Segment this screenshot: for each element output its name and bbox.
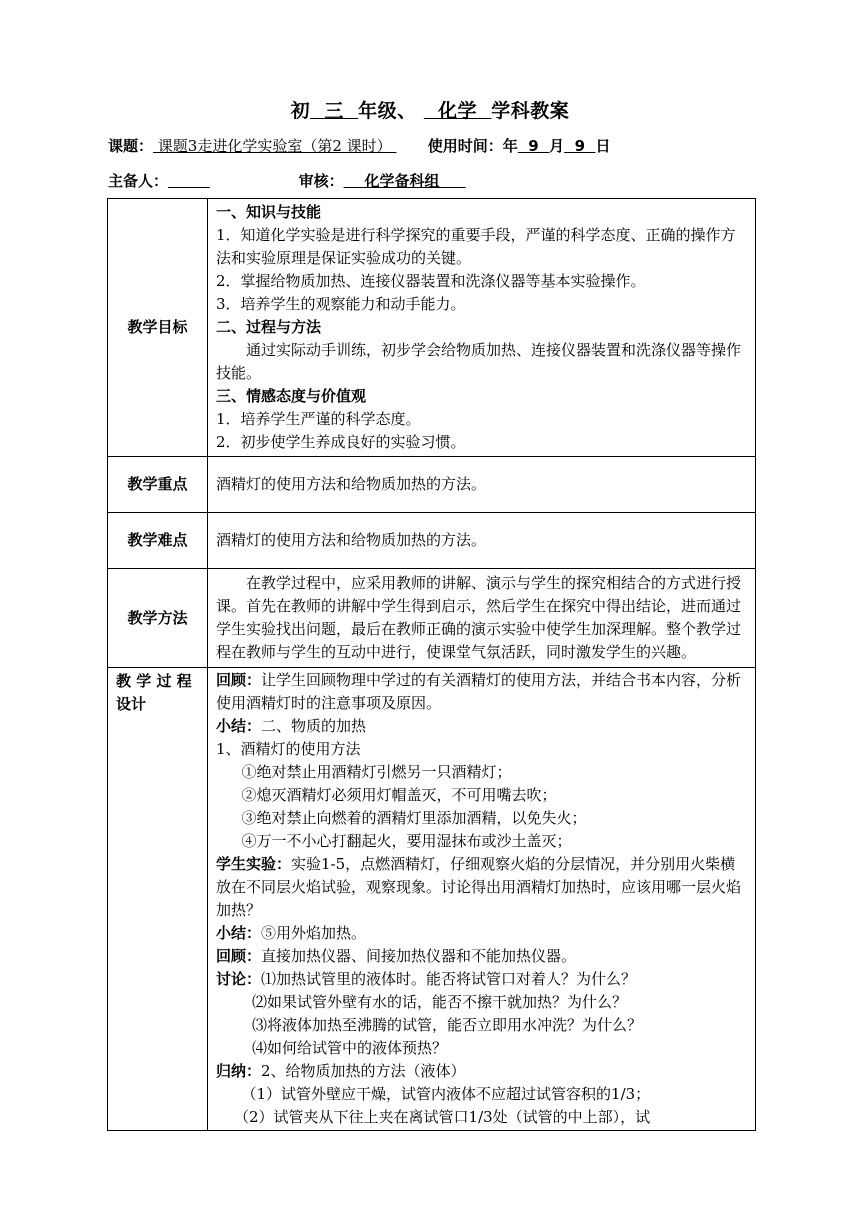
month-value: 9: [528, 137, 539, 155]
conclusion-label: 归纳：: [216, 1062, 262, 1080]
day-label: 日: [595, 137, 611, 155]
row-process: [108, 668, 756, 1131]
discussion-4: ⑷如何给试管中的液体预热？: [252, 1039, 448, 1057]
lamp-rule-2: ②熄灭酒精灯必须用灯帽盖灭，不可用嘴去吹；: [241, 786, 557, 804]
grade-value: 三: [324, 100, 344, 122]
preparer-line: [108, 170, 466, 191]
topic-line: [108, 135, 611, 156]
lamp-rule-1: ①绝对禁止用酒精灯引燃另一只酒精灯；: [241, 763, 512, 781]
day-value: 9: [574, 137, 586, 155]
review-1-label: 回顾：: [216, 671, 262, 689]
goals-heading-1: 一、知识与技能: [216, 203, 322, 221]
title-prefix: 初: [290, 100, 311, 122]
difficulty-label: 教学难点: [108, 513, 208, 569]
review-2-label: 回顾：: [216, 947, 262, 965]
key-content: 酒精灯的使用方法和给物质加热的方法。: [208, 457, 756, 513]
lamp-rule-3: ③绝对禁止向燃着的酒精灯里添加酒精，以免失火；: [241, 809, 587, 827]
experiment-label: 学生实验：: [216, 855, 292, 873]
goals-item-6: 2．初步使学生养成良好的实验习惯。: [216, 433, 466, 451]
conclusion-text: 2、给物质加热的方法（液体）: [261, 1062, 466, 1080]
method-content: [208, 569, 756, 668]
summary-1-text: 二、物质的加热: [261, 717, 367, 735]
key-label: 教学重点: [108, 457, 208, 513]
summary-1-label: 小结：: [216, 717, 262, 735]
discussion-1: ⑴加热试管里的液体时。能否将试管口对着人？为什么？: [261, 970, 637, 988]
review-2-text: 直接加热仪器、间接加热仪器和不能加热仪器。: [261, 947, 577, 965]
subject-value: 化学: [438, 100, 478, 122]
lamp-rule-4: ④万一不小心打翻起火，要用湿抹布或沙土盖灭；: [241, 832, 572, 850]
method-text: 在教学过程中，应采用教师的讲解、演示与学生的探究相结合的方式进行授课。首先在教师的讲解中学生得到启示，然后学生在探究中得出结论，进而通过学生实验找出问题，最后在教师正确的演示实验中使学生加深理解。整个教学过程在教师与学生的互动中进行，使课堂气氛活跃，同时激发学生的兴趣。: [216, 574, 742, 661]
process-content: [208, 668, 756, 1131]
row-difficulty: [108, 513, 756, 569]
goals-heading-3: 三、情感态度与价值观: [216, 387, 367, 405]
row-goals: [108, 199, 756, 457]
heating-rule-2: （2）试管夹从下往上夹在离试管口1/3处（试管的中上部），试: [234, 1108, 651, 1126]
topic-label: 课题：: [108, 137, 154, 155]
goals-item-1: 1．知道化学实验是进行科学探究的重要手段，严谨的科学态度、正确的操作方法和实验原理是保证实验成功的关键。: [216, 226, 736, 267]
title-suffix: 学科教案: [491, 100, 570, 122]
goals-item-2: 2．掌握给物质加热、连接仪器装置和洗涤仪器等基本实验操作。: [216, 272, 646, 290]
preparer-value: [168, 172, 210, 190]
preparer-label: 主备人：: [108, 172, 169, 190]
goals-label: 教学目标: [108, 199, 208, 457]
process-label: 教 学 过 程 设计: [108, 668, 208, 1131]
row-key: [108, 457, 756, 513]
goals-heading-2: 二、过程与方法: [216, 318, 322, 336]
discussion-3: ⑶将液体加热至沸腾的试管，能否立即用水冲洗？为什么？: [252, 1016, 643, 1034]
goals-content: [208, 199, 756, 457]
review-1-text: 让学生回顾物理中学过的有关酒精灯的使用方法，并结合书本内容，分析使用酒精灯时的注意事项及原因。: [216, 671, 742, 712]
review-label: 审核：: [298, 172, 344, 190]
difficulty-content: 酒精灯的使用方法和给物质加热的方法。: [208, 513, 756, 569]
heating-rule-1: （1）试管外壁应干燥，试管内液体不应超过试管容积的1/3；: [241, 1085, 651, 1103]
time-label: 使用时间：年: [427, 137, 518, 155]
lamp-usage-heading: 1、酒精灯的使用方法: [216, 740, 361, 758]
topic-value: 课题3走进化学实验室（第2 课时）: [157, 137, 392, 155]
discussion-label: 讨论：: [216, 970, 262, 988]
experiment-text: 实验1-5，点燃酒精灯，仔细观察火焰的分层情况，并分别用火柴横放在不同层火焰试验，观察现象。讨论得出用酒精灯加热时，应该用哪一层火焰加热？: [216, 855, 742, 919]
review-value: 化学备科组: [364, 172, 440, 190]
page-title: [0, 96, 860, 123]
goals-item-3: 3．培养学生的观察能力和动手能力。: [216, 295, 466, 313]
summary-2-label: 小结：: [216, 924, 262, 942]
method-label: 教学方法: [108, 569, 208, 668]
summary-2-text: ⑤用外焰加热。: [261, 924, 367, 942]
discussion-2: ⑵如果试管外壁有水的话，能否不擦干就加热？为什么？: [252, 993, 628, 1011]
row-method: [108, 569, 756, 668]
goals-item-5: 1．培养学生严谨的科学态度。: [216, 410, 421, 428]
goals-item-4: 通过实际动手训练，初步学会给物质加热、连接仪器装置和洗涤仪器等操作技能。: [216, 341, 742, 382]
title-grade-label: 年级、: [358, 100, 417, 122]
month-label: 月: [549, 137, 565, 155]
lesson-plan-table: [107, 198, 756, 1131]
